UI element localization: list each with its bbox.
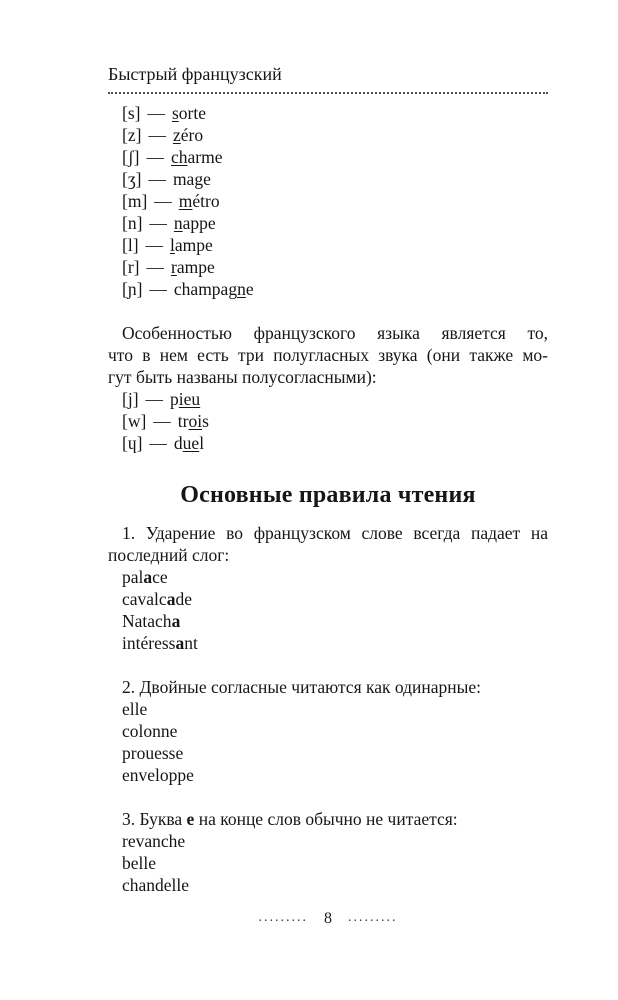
example-word: lampe xyxy=(170,235,213,255)
dash-separator: — xyxy=(146,147,164,167)
dash-separator: — xyxy=(149,279,167,299)
intro-paragraph xyxy=(108,322,548,388)
dash-separator: — xyxy=(148,169,166,189)
rule-word: revanche xyxy=(122,831,186,851)
phonetic-symbol: [l] xyxy=(122,235,139,255)
example-word: champagne xyxy=(173,279,254,299)
footer-dots-left: ......... xyxy=(258,910,308,925)
rule-text-line: 2. Двойные согласные читаются как одинарные: xyxy=(122,677,482,697)
sound-entry xyxy=(122,388,548,410)
rule-section-2 xyxy=(108,676,548,786)
rule-word: colonne xyxy=(122,721,178,741)
sound-entry xyxy=(122,278,548,300)
page-content xyxy=(108,0,548,896)
rule-word: chandelle xyxy=(122,875,190,895)
paragraph-line: что в нем есть три полугласных звука (они также мо- xyxy=(108,345,548,365)
sound-entry xyxy=(122,234,548,256)
phonetic-symbol: [z] xyxy=(122,125,142,145)
rule-text-line: последний слог: xyxy=(108,545,230,565)
semivowel-sound-list xyxy=(108,388,548,454)
example-word: nappe xyxy=(173,213,216,233)
rule-word: enveloppe xyxy=(122,765,194,785)
sound-entry xyxy=(122,146,548,168)
paragraph-line: гут быть названы полусогласными): xyxy=(108,367,377,387)
example-word: duel xyxy=(173,433,205,453)
running-header xyxy=(108,63,548,94)
dash-separator: — xyxy=(149,213,167,233)
paragraph-line: Особенностью французского языка является то, xyxy=(122,323,548,343)
rule-text-line: 3. Буква e на конце слов обычно не читается: xyxy=(122,809,458,829)
sound-entry xyxy=(122,410,548,432)
phonetic-symbol: [m] xyxy=(122,191,148,211)
rule-word-list xyxy=(108,698,548,786)
sound-entry xyxy=(122,432,548,454)
footer-dots-right: ......... xyxy=(348,910,398,925)
running-title: Быстрый французский xyxy=(108,64,282,84)
section-heading: Основные правила чтения xyxy=(180,482,476,508)
sound-entry xyxy=(122,212,548,234)
sound-entry xyxy=(122,190,548,212)
example-word: charme xyxy=(170,147,223,167)
consonant-sound-list xyxy=(108,102,548,300)
rule-word: prouesse xyxy=(122,743,184,763)
rule-section-3 xyxy=(108,808,548,896)
rule-word: belle xyxy=(122,853,157,873)
dash-separator: — xyxy=(148,125,166,145)
phonetic-symbol: [r] xyxy=(122,257,140,277)
rule-section-1 xyxy=(108,522,548,654)
example-word: sorte xyxy=(171,103,206,123)
phonetic-symbol: [ɥ] xyxy=(122,433,143,453)
dash-separator: — xyxy=(149,433,167,453)
rule-word: palace xyxy=(122,567,168,587)
phonetic-symbol: [w] xyxy=(122,411,147,431)
rule-word-list xyxy=(108,830,548,896)
sound-entry xyxy=(122,124,548,146)
phonetic-symbol: [j] xyxy=(122,389,139,409)
example-word: pieu xyxy=(170,389,201,409)
example-word: zéro xyxy=(172,125,204,145)
dash-separator: — xyxy=(145,235,164,255)
rule-word: elle xyxy=(122,699,148,719)
example-word: rampe xyxy=(170,257,215,277)
example-word: mage xyxy=(172,169,211,189)
rule-text-line: 1. Ударение во французском слове всегда падает на xyxy=(122,523,548,543)
example-word: métro xyxy=(178,191,220,211)
dash-separator: — xyxy=(153,411,171,431)
sound-entry xyxy=(122,256,548,278)
dash-separator: — xyxy=(145,389,164,409)
dash-separator: — xyxy=(147,103,165,123)
dash-separator: — xyxy=(154,191,172,211)
page-number: 8 xyxy=(324,910,332,927)
phonetic-symbol: [ʃ] xyxy=(122,147,140,167)
rule-word: cavalcade xyxy=(122,589,192,609)
sound-entry xyxy=(122,168,548,190)
phonetic-symbol: [ʒ] xyxy=(122,169,142,189)
phonetic-symbol: [n] xyxy=(122,213,143,233)
dash-separator: — xyxy=(146,257,164,277)
phonetic-symbol: [ɲ] xyxy=(122,279,143,299)
rule-word: intéressant xyxy=(122,633,198,653)
rule-word-list xyxy=(108,566,548,654)
phonetic-symbol: [s] xyxy=(122,103,141,123)
example-word: trois xyxy=(177,411,209,431)
sound-entry xyxy=(122,102,548,124)
rule-word: Natacha xyxy=(122,611,181,631)
page-footer xyxy=(108,910,548,928)
